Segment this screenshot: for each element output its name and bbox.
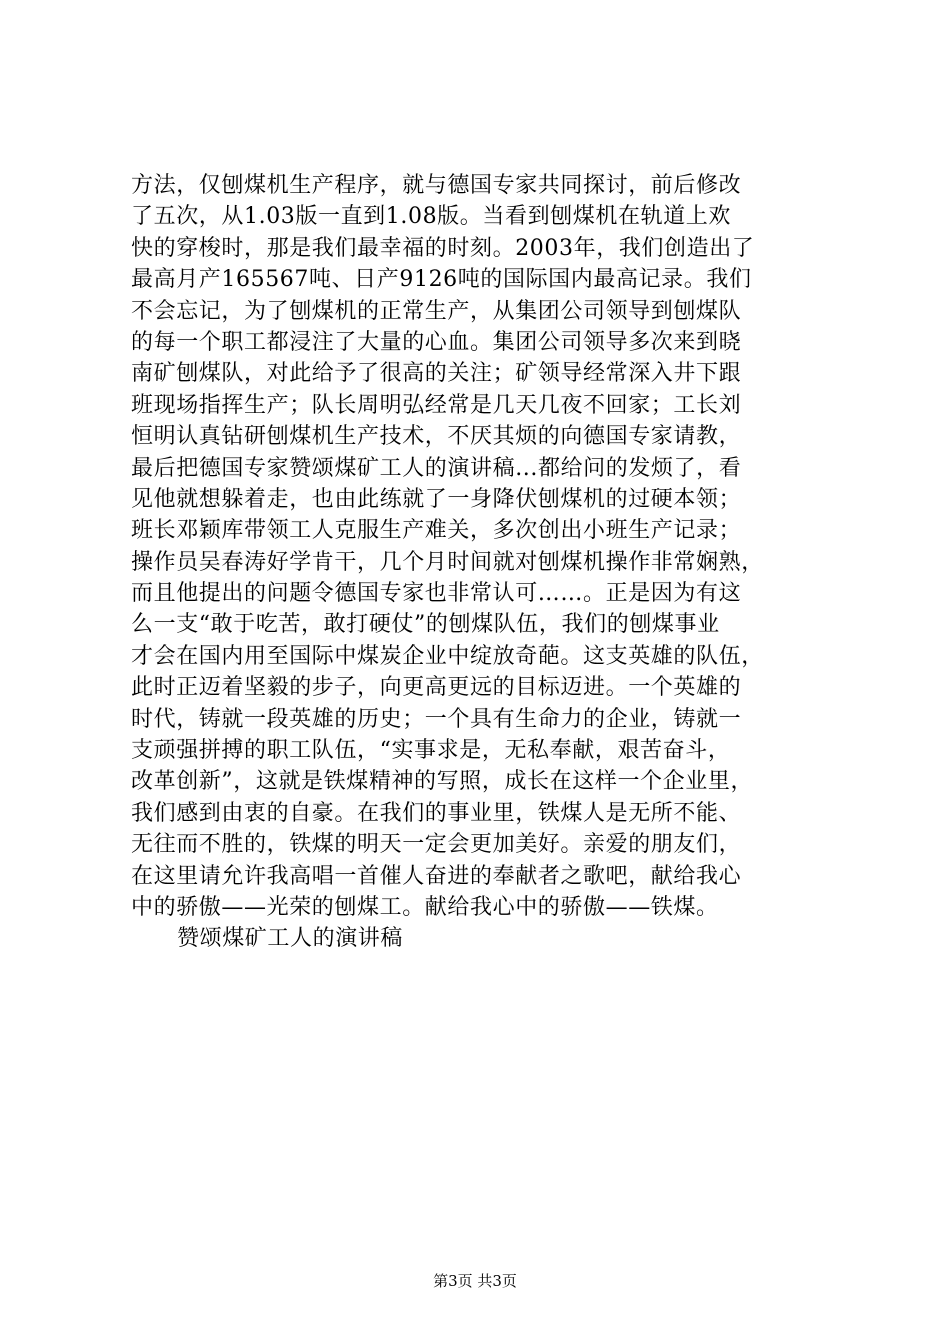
- text-line: 么一支“敢于吃苦，敢打硬仗”的刨煤队伍，我们的刨煤事业: [131, 612, 720, 638]
- text-line: 最高月产165567吨、日产9126吨的国际国内最高记录。我们: [131, 267, 752, 293]
- text-line: 改革创新”，这就是铁煤精神的写照，成长在这样一个企业里，: [131, 769, 754, 795]
- text-line: 不会忘记，为了刨煤机的正常生产，从集团公司领导到刨煤队: [131, 298, 742, 324]
- text-line: 南矿刨煤队，对此给予了很高的关注；矿领导经常深入井下跟: [131, 361, 742, 387]
- text-line: 见他就想躲着走，也由此练就了一身降伏刨煤机的过硬本领；: [131, 486, 742, 512]
- closing-title: 赞颂煤矿工人的演讲稿: [177, 926, 404, 952]
- text-line: 恒明认真钻研刨煤机生产技术，不厌其烦的向德国专家请教，: [131, 424, 742, 450]
- text-line: 无往而不胜的，铁煤的明天一定会更加美好。亲爱的朋友们，: [131, 832, 742, 858]
- text-line: 班长邓颖库带领工人克服生产难关，多次创出小班生产记录；: [131, 518, 742, 544]
- page-footer: [0, 1271, 950, 1291]
- page-indicator: 第3页 共3页: [433, 1272, 517, 1290]
- text-line: 中的骄傲——光荣的刨煤工。献给我心中的骄傲——铁煤。: [131, 894, 719, 920]
- text-line: 而且他提出的问题令德国专家也非常认可……。正是因为有这: [131, 581, 742, 607]
- text-line: 才会在国内用至国际中煤炭企业中绽放奇葩。这支英雄的队伍，: [131, 643, 764, 669]
- text-line: 的每一个职工都浸注了大量的心血。集团公司领导多次来到晓: [131, 329, 742, 355]
- text-line: 此时正迈着坚毅的步子，向更高更远的目标迈进。一个英雄的: [131, 675, 742, 701]
- text-line: 时代，铸就一段英雄的历史；一个具有生命力的企业，铸就一: [131, 706, 742, 732]
- text-line: 我们感到由衷的自豪。在我们的事业里，铁煤人是无所不能、: [131, 800, 742, 826]
- text-line: 班现场指挥生产；队长周明弘经常是几天几夜不回家；工长刘: [131, 392, 742, 418]
- text-line: 方法，仅刨煤机生产程序，就与德国专家共同探讨，前后修改: [131, 173, 742, 198]
- text-line: 支顽强拼搏的职工队伍，“实事求是，无私奉献，艰苦奋斗，: [131, 738, 731, 764]
- text-line: 在这里请允许我高唱一首催人奋进的奉献者之歌吧，献给我心: [131, 863, 742, 889]
- text-line: 快的穿梭时，那是我们最幸福的时刻。2003年，我们创造出了: [131, 235, 755, 261]
- text-line: 操作员吴春涛好学肯干，几个月时间就对刨煤机操作非常娴熟，: [131, 549, 764, 575]
- body-text: [131, 170, 831, 955]
- text-line: 最后把德国专家赞颂煤矿工人的演讲稿...都给问的发烦了，看: [131, 455, 742, 481]
- text-line: 了五次，从1.03版一直到1.08版。当看到刨煤机在轨道上欢: [131, 204, 731, 230]
